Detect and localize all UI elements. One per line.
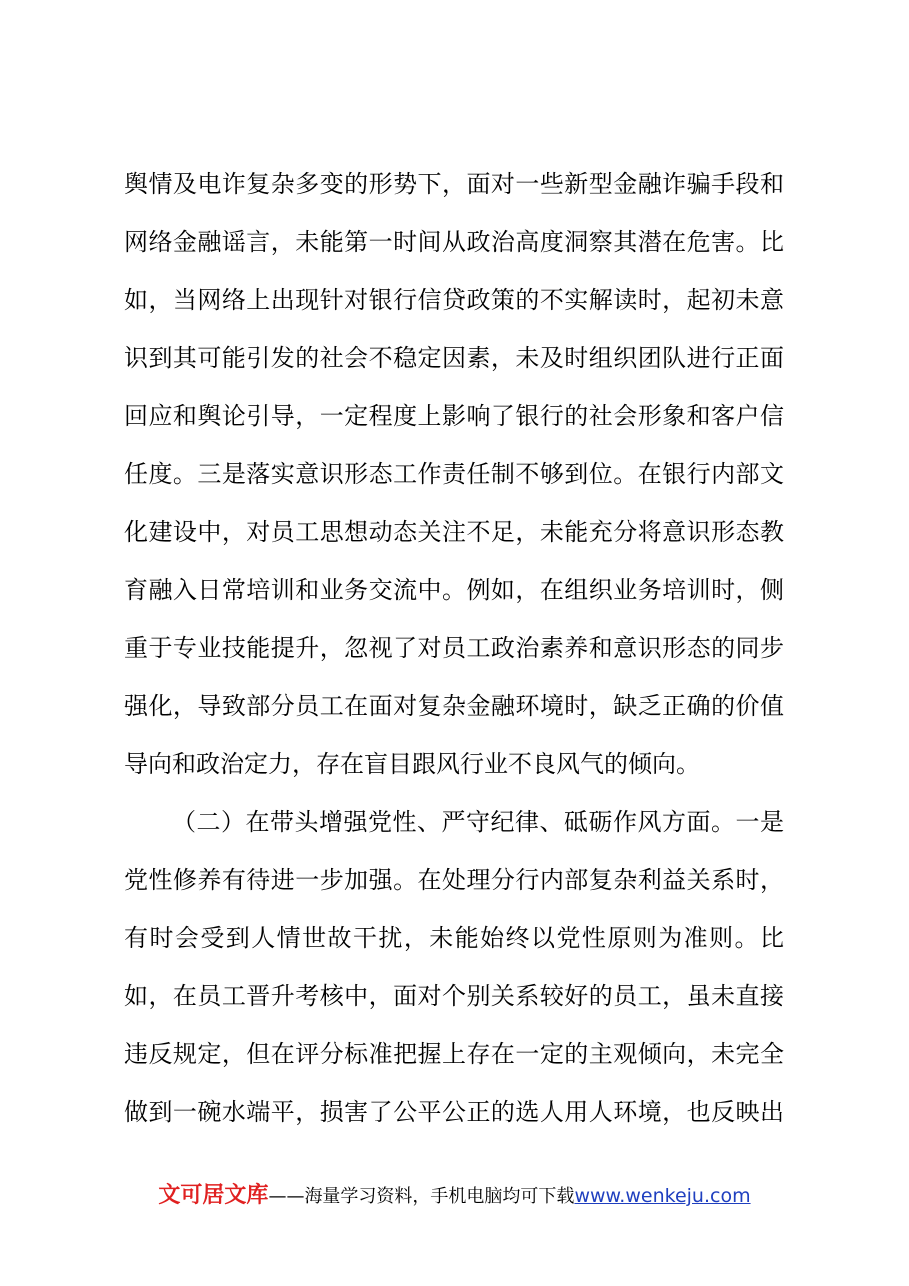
text-line-17: 做到一碗水端平，损害了公平公正的选人用人环境，也反映出 [124, 1098, 784, 1126]
text-line-1: 舆情及电诈复杂多变的形势下，面对一些新型金融诈骗手段和 [124, 170, 784, 198]
footer-url-link[interactable]: www.wenkeju.com [574, 1185, 751, 1207]
text-line-3: 如，当网络上出现针对银行信贷政策的不实解读时，起初未意 [124, 286, 784, 314]
text-line-2: 网络金融谣言，未能第一时间从政治高度洞察其潜在危害。比 [124, 228, 784, 256]
text-line-13: 党性修养有待进一步加强。在处理分行内部复杂利益关系时， [124, 866, 784, 894]
text-line-11: 导向和政治定力，存在盲目跟风行业不良风气的倾向。 [124, 750, 700, 778]
text-line-5: 回应和舆论引导，一定程度上影响了银行的社会形象和客户信 [124, 402, 784, 430]
text-line-14: 有时会受到人情世故干扰，未能始终以党性原则为准则。比 [124, 924, 784, 952]
text-line-9: 重于专业技能提升，忽视了对员工政治素养和意识形态的同步 [124, 634, 784, 662]
section-heading-line: （二）在带头增强党性、严守纪律、砥砺作风方面。一是 [172, 808, 784, 836]
footer-brand: 文可居文库 [158, 1183, 269, 1208]
text-line-4: 识到其可能引发的社会不稳定因素，未及时组织团队进行正面 [124, 344, 784, 372]
text-line-8: 育融入日常培训和业务交流中。例如，在组织业务培训时，侧 [124, 576, 784, 604]
text-line-16: 违反规定，但在评分标准把握上存在一定的主观倾向，未完全 [124, 1040, 784, 1068]
text-line-7: 化建设中，对员工思想动态关注不足，未能充分将意识形态教 [124, 518, 784, 546]
text-line-10: 强化，导致部分员工在面对复杂金融环境时，缺乏正确的价值 [124, 692, 784, 720]
footer-banner [0, 1181, 909, 1211]
text-line-15: 如，在员工晋升考核中，面对个别关系较好的员工，虽未直接 [124, 982, 784, 1010]
text-line-6: 任度。三是落实意识形态工作责任制不够到位。在银行内部文 [124, 460, 784, 488]
footer-tagline: ——海量学习资料，手机电脑均可下载 [268, 1186, 575, 1207]
